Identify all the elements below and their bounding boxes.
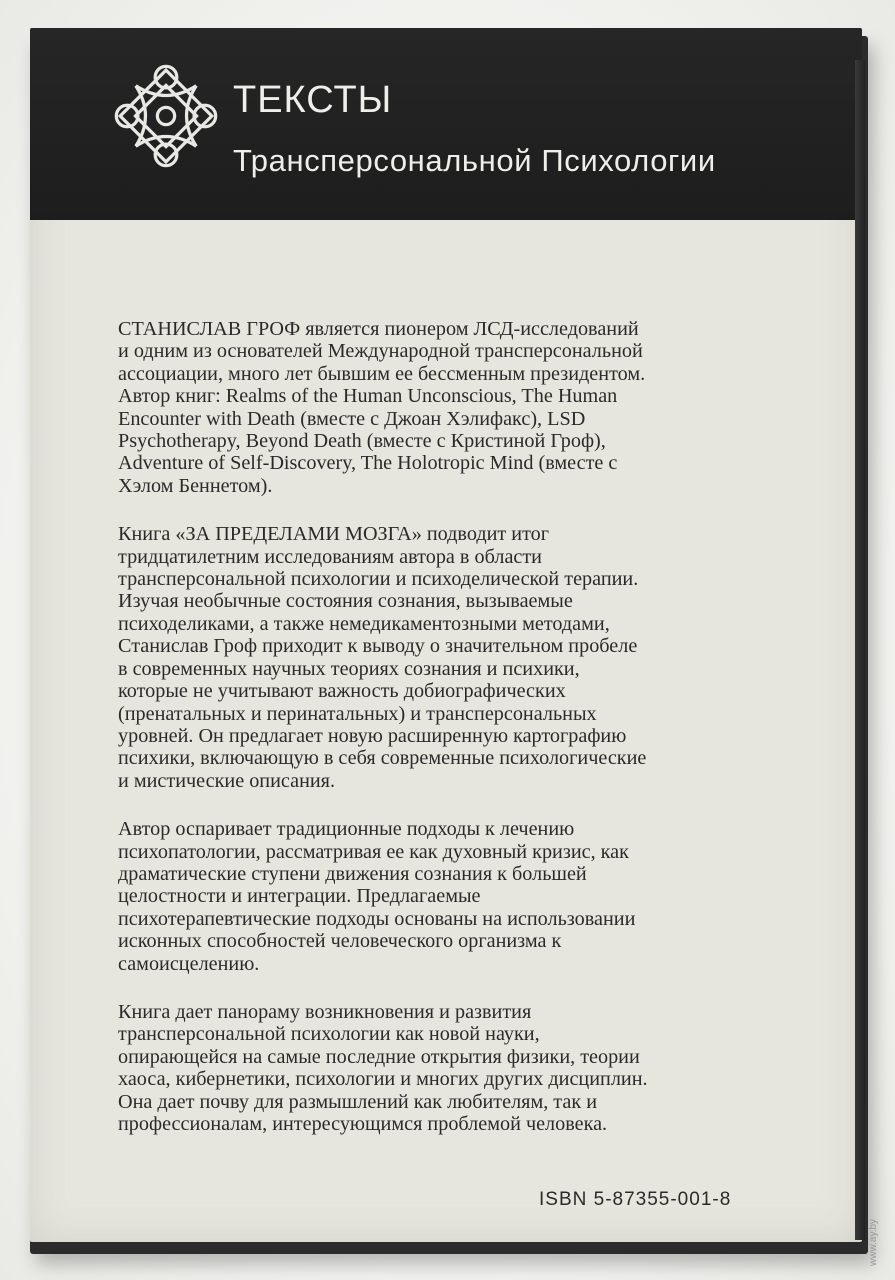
text-line: в современных научных теориях сознания и психики, bbox=[118, 657, 580, 680]
text-line: Автор книг: Realms of the Human Unconscious, The Human bbox=[118, 385, 618, 408]
text-line: психики, включающую в себя современные психологические bbox=[118, 747, 647, 770]
text-line: Книга дает панораму возникновения и развития bbox=[118, 1000, 532, 1023]
text-line: опирающейся на самые последние открытия физики, теории bbox=[118, 1045, 640, 1068]
text-line: Encounter with Death (вместе с Джоан Хэлифакс), LSD bbox=[118, 407, 586, 430]
text-line: Книга «ЗА ПРЕДЕЛАМИ МОЗГА» подводит итог bbox=[118, 523, 550, 546]
text-line: Adventure of Self-Discovery, The Holotropic Mind (вместе с bbox=[118, 452, 618, 475]
celtic-knot-icon bbox=[112, 62, 220, 170]
text-line: тридцатилетним исследованиям автора в области bbox=[118, 545, 542, 568]
text-line: (пренатальных и перинатальных) и трансперсональных bbox=[118, 702, 597, 725]
series-title: ТЕКСТЫ bbox=[233, 79, 393, 121]
book-back-cover bbox=[30, 28, 862, 1242]
paragraph bbox=[118, 523, 838, 792]
text-line: целостности и интеграции. Предлагаемые bbox=[118, 885, 481, 908]
text-line: и одним из основателей Международной трансперсональной bbox=[118, 340, 643, 363]
text-line: психотерапевтические подходы основаны на использовании bbox=[118, 907, 636, 930]
series-header-band bbox=[30, 28, 862, 220]
paragraph bbox=[118, 1001, 838, 1135]
text-line: Хэлом Беннетом). bbox=[118, 474, 273, 497]
text-line: трансперсональной психологии и психоделической терапии. bbox=[118, 568, 639, 591]
text-line: психопатологии, рассматривая ее как духовный кризис, как bbox=[118, 840, 629, 863]
series-subtitle: Трансперсональной Психологии bbox=[233, 143, 716, 178]
paragraph bbox=[118, 318, 838, 497]
text-line: профессионалам, интересующимся проблемой человека. bbox=[118, 1113, 608, 1135]
text-line: трансперсональной психологии как новой науки, bbox=[118, 1023, 540, 1046]
text-line: Автор оспаривает традиционные подходы к лечению bbox=[118, 818, 575, 841]
watermark-text: www.ay.by bbox=[868, 1218, 879, 1266]
book-page-edge bbox=[855, 60, 865, 1240]
text-line: Psychotherapy, Beyond Death (вместе с Кристиной Гроф), bbox=[118, 430, 606, 453]
text-line: Изучая необычные состояния сознания, вызываемые bbox=[118, 590, 573, 613]
annotation-text bbox=[118, 318, 838, 1161]
text-line: психоделиками, а также немедикаментозными методами, bbox=[118, 612, 610, 635]
text-line: хаоса, кибернетики, психологии и многих других дисциплин. bbox=[118, 1068, 648, 1091]
text-line: уровней. Он предлагает новую расширенную картографию bbox=[118, 724, 627, 747]
text-line: драматические ступени движения сознания к большей bbox=[118, 862, 587, 885]
paragraph bbox=[118, 818, 838, 975]
text-line: ассоциации, много лет бывшим ее бессменным президентом. bbox=[118, 362, 646, 385]
text-line: которые не учитывают важность добиографических bbox=[118, 680, 566, 703]
text-line: Станислав Гроф приходит к выводу о значительном пробеле bbox=[118, 635, 638, 658]
text-line: и мистические описания. bbox=[118, 769, 336, 792]
isbn-number: ISBN 5-87355-001-8 bbox=[539, 1189, 732, 1210]
text-line: самоисцелению. bbox=[118, 952, 260, 975]
text-line: исконных способностей человеческого организма к bbox=[118, 930, 562, 953]
text-line: Она дает почву для размышлений как любителям, так и bbox=[118, 1090, 597, 1113]
text-line: СТАНИСЛАВ ГРОФ является пионером ЛСД-исследований bbox=[118, 318, 639, 340]
